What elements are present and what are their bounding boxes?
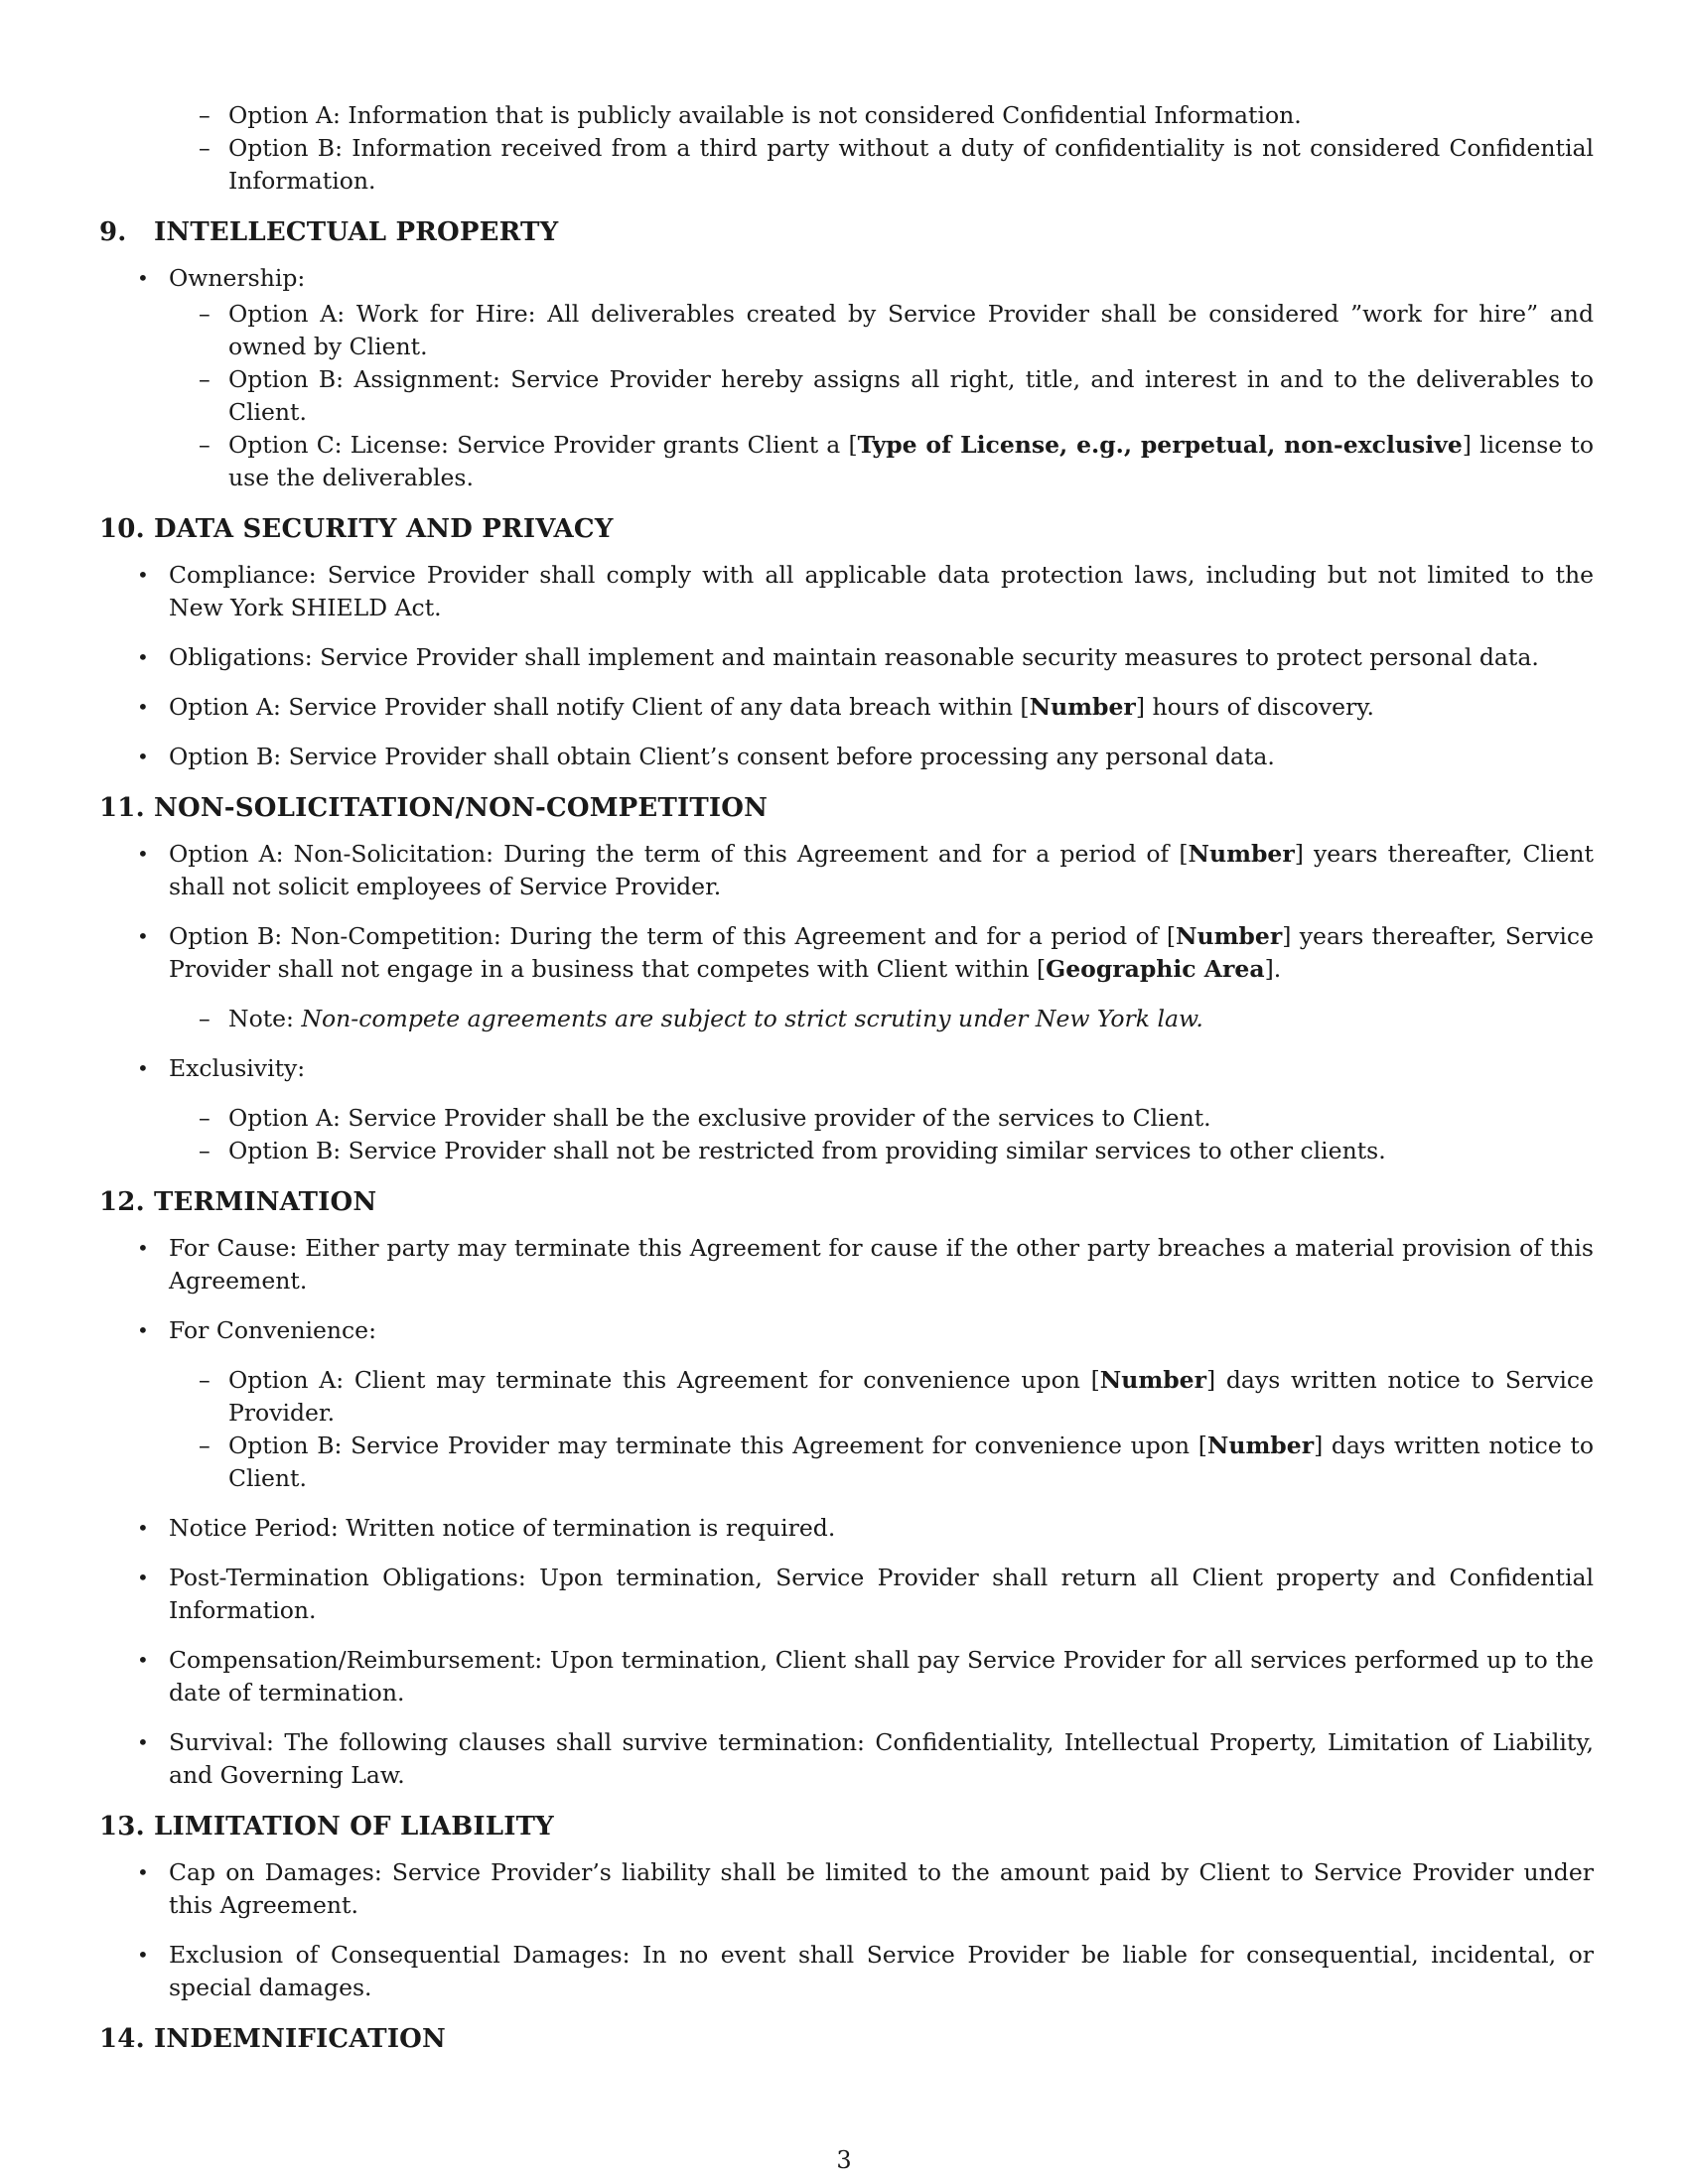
item-text: Ownership: [169, 264, 306, 292]
list-item [99, 1314, 1594, 1347]
section-heading-9 [99, 214, 1594, 250]
section-title: DATA SECURITY AND PRIVACY [154, 514, 614, 544]
bullet-marker: • [137, 645, 149, 669]
item-text: ] days written notice to Client. [228, 1432, 1594, 1492]
list-item [99, 838, 1594, 903]
dash-marker: – [199, 431, 211, 459]
section-title: INDEMNIFICATION [154, 2024, 446, 2054]
section-number: 14. [99, 2024, 145, 2054]
item-text: Option A: Non-Solicitation: During the term of this Agreement and for a period of [ [169, 840, 1189, 868]
sub-item [99, 1003, 1594, 1035]
section-title: NON-SOLICITATION/NON-COMPETITION [154, 793, 769, 823]
dash-marker: – [199, 300, 211, 328]
item-text: Exclusivity: [169, 1054, 306, 1082]
item-text: Survival: The following clauses shall survive termination: Confidentiality, Intellectual Property, Limitation of Liability, and Governing Law. [169, 1728, 1594, 1789]
bullet-marker: • [137, 1730, 149, 1754]
item-text: Cap on Damages: Service Provider’s liability shall be limited to the amount paid by Client to Service Provider under this Agreement. [169, 1858, 1594, 1919]
section-title: LIMITATION OF LIABILITY [154, 1812, 554, 1842]
item-text: Option A: Client may terminate this Agreement for convenience upon [ [228, 1366, 1100, 1394]
section-number: 10. [99, 514, 145, 544]
item-text: Notice Period: Written notice of termination is required. [169, 1514, 836, 1542]
page-content [99, 99, 1594, 2069]
placeholder-text: Number [1188, 840, 1295, 868]
section-number: 12. [99, 1187, 145, 1217]
bullet-marker: • [137, 924, 149, 948]
item-text: Option B: Assignment: Service Provider hereby assigns all right, title, and interest in and to the deliverables to Client. [228, 365, 1594, 426]
bullet-marker: • [137, 1318, 149, 1342]
dash-marker: – [199, 1104, 211, 1132]
list-item [99, 1726, 1594, 1792]
dash-marker: – [199, 1005, 211, 1032]
list-item [99, 1856, 1594, 1922]
bullet-marker: • [137, 563, 149, 587]
bullet-marker: • [137, 695, 149, 719]
list-item [99, 1939, 1594, 2004]
item-text: ] days written notice to Service Provider. [228, 1366, 1594, 1427]
list-item [99, 1512, 1594, 1545]
section-title: TERMINATION [154, 1187, 377, 1217]
sub-item [99, 132, 1594, 198]
item-text: Option B: Service Provider shall obtain Client’s consent before processing any personal data. [169, 743, 1275, 770]
bullet-marker: • [137, 1648, 149, 1672]
dash-marker: – [199, 365, 211, 393]
item-text: Option A: Information that is publicly available is not considered Confidential Information. [228, 101, 1302, 129]
sub-item [99, 298, 1594, 363]
dash-marker: – [199, 101, 211, 129]
placeholder-text: Geographic Area [1046, 955, 1265, 983]
item-text: Compensation/Reimbursement: Upon termination, Client shall pay Service Provider for all services performed up to the date of termination. [169, 1646, 1594, 1706]
sub-item [99, 429, 1594, 494]
placeholder-text: Number [1176, 922, 1283, 950]
list-item [99, 262, 1594, 295]
placeholder-text: Number [1206, 1432, 1315, 1459]
section-heading-11 [99, 790, 1594, 826]
section-number: 9. [99, 217, 127, 247]
sub-item [99, 99, 1594, 132]
bullet-marker: • [137, 842, 149, 866]
item-text: Option B: Service Provider may terminate this Agreement for convenience upon [ [228, 1432, 1207, 1459]
bullet-marker: • [137, 745, 149, 768]
placeholder-text: Number [1099, 1366, 1206, 1394]
placeholder-text: Type of License, e.g., perpetual, non-exclusive [857, 431, 1463, 459]
item-text: Obligations: Service Provider shall implement and maintain reasonable security measures to protect personal data. [169, 643, 1539, 671]
item-text: ]. [1264, 955, 1282, 983]
list-item [99, 1232, 1594, 1297]
item-text: ] license to use the deliverables. [228, 431, 1595, 491]
list-item [99, 641, 1594, 674]
list-item [99, 1644, 1594, 1709]
sub-item [99, 1102, 1594, 1135]
item-text: Option B: Non-Competition: During the term of this Agreement and for a period of [ [169, 922, 1176, 950]
section-title: INTELLECTUAL PROPERTY [154, 217, 559, 247]
dash-marker: – [199, 1432, 211, 1459]
bullet-marker: • [137, 1860, 149, 1884]
page-number: 3 [836, 2146, 852, 2174]
note-text: Non-compete agreements are subject to strict scrutiny under New York law. [301, 1005, 1203, 1032]
list-item [99, 559, 1594, 624]
item-text: Option A: Service Provider shall be the exclusive provider of the services to Client. [228, 1104, 1211, 1132]
item-text: Option B: Information received from a third party without a duty of confidentiality is not considered Confidential Information. [228, 134, 1594, 195]
bullet-marker: • [137, 1236, 149, 1260]
item-text: Post-Termination Obligations: Upon termination, Service Provider shall return all Client property and Confidential Information. [169, 1564, 1594, 1624]
item-text: Exclusion of Consequential Damages: In no event shall Service Provider be liable for consequential, incidental, or special damages. [169, 1941, 1594, 2001]
bullet-marker: • [137, 266, 149, 290]
section-number: 11. [99, 793, 145, 823]
item-text: ] years thereafter, Service Provider shall not engage in a business that competes with Client within [ [169, 922, 1594, 983]
sub-item [99, 363, 1594, 429]
item-text: Option B: Service Provider shall not be restricted from providing similar services to other clients. [228, 1137, 1386, 1164]
item-text: ] years thereafter, Client shall not solicit employees of Service Provider. [169, 840, 1595, 900]
sub-item [99, 1364, 1594, 1430]
placeholder-text: Number [1029, 693, 1136, 721]
bullet-marker: • [137, 1566, 149, 1589]
item-text: For Cause: Either party may terminate this Agreement for cause if the other party breaches a material provision of this Agreement. [169, 1234, 1594, 1295]
section-number: 13. [99, 1812, 145, 1842]
sub-item [99, 1135, 1594, 1167]
sub-item [99, 1430, 1594, 1495]
bullet-marker: • [137, 1943, 149, 1967]
item-text: ] hours of discovery. [1135, 693, 1374, 721]
list-item [99, 691, 1594, 724]
item-text: Option C: License: Service Provider grants Client a [ [228, 431, 858, 459]
note-label: Note: [228, 1005, 302, 1032]
dash-marker: – [199, 134, 211, 162]
section-heading-13 [99, 1809, 1594, 1844]
section-heading-14 [99, 2021, 1594, 2057]
bullet-marker: • [137, 1516, 149, 1540]
list-item [99, 1052, 1594, 1085]
item-text: For Convenience: [169, 1316, 376, 1344]
list-item [99, 920, 1594, 986]
section-heading-10 [99, 511, 1594, 547]
bullet-marker: • [137, 1056, 149, 1080]
dash-marker: – [199, 1137, 211, 1164]
list-item [99, 741, 1594, 773]
item-text: Option A: Service Provider shall notify Client of any data breach within [ [169, 693, 1030, 721]
section-heading-12 [99, 1184, 1594, 1220]
item-text: Option A: Work for Hire: All deliverables created by Service Provider shall be considered ”work for hire” and owned by Client. [228, 300, 1594, 360]
dash-marker: – [199, 1366, 211, 1394]
item-text: Compliance: Service Provider shall comply with all applicable data protection laws, including but not limited to the New York SHIELD Act. [169, 561, 1594, 621]
list-item [99, 1562, 1594, 1627]
